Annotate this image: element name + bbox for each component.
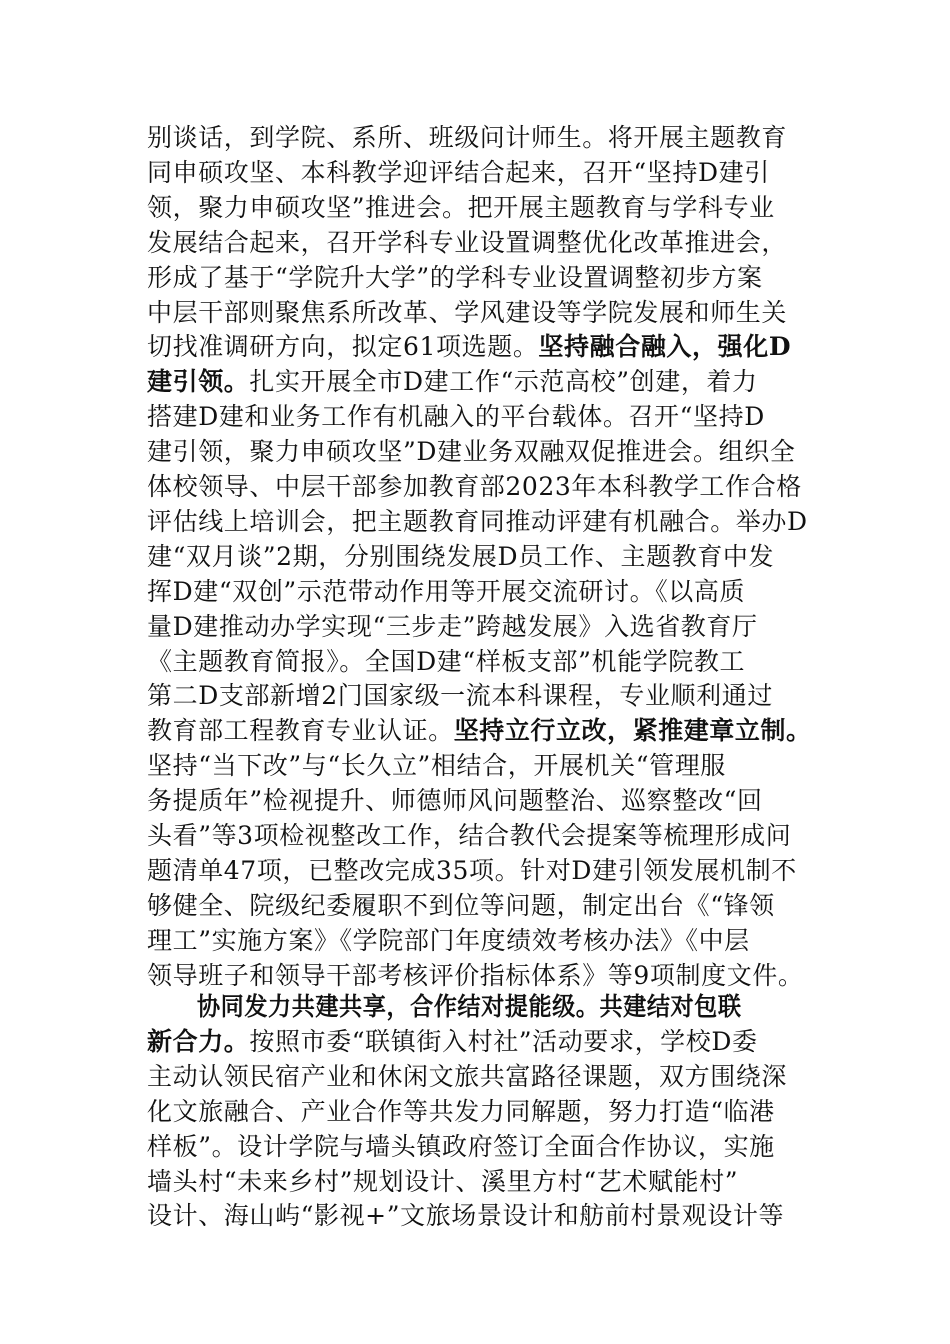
text-line: [147, 714, 811, 748]
text-run: 量D建推动办学实现“三步走”跨越发展》入选省教育厅: [147, 611, 758, 641]
text-run: 题清单47项，已整改完成35项。针对D建引领发展机制不: [147, 855, 797, 885]
text-line: [147, 1060, 812, 1094]
text-line: [147, 679, 812, 713]
text-line: [147, 1095, 812, 1129]
text-run: 教育部工程教育专业认证。: [147, 716, 454, 746]
text-run: 《主题教育简报》。全国D建“样板支部”机能学院教工: [147, 646, 746, 676]
text-line: [147, 610, 812, 644]
text-run: 务提质年”检视提升、师德师风问题整治、巡察整改“回: [147, 786, 763, 816]
bold-heading-run: 建引领。: [147, 367, 250, 397]
text-run: 按照市委“联镇街入村社”活动要求，学校D委: [249, 1026, 758, 1056]
text-line: [147, 889, 812, 923]
text-line: [147, 819, 812, 853]
text-line: [147, 435, 812, 469]
text-line: [147, 749, 812, 783]
text-run: 设计、海山屿“影视+”文旅场景设计和舫前村景观设计等: [147, 1201, 785, 1231]
bold-heading-run: 协同发力共建共享，合作结对提能级。共建结对包联: [197, 992, 742, 1021]
text-line: [147, 296, 812, 330]
text-line: [147, 470, 812, 504]
text-run: 形成了基于“学院升大学”的学科专业设置调整初步方案: [147, 262, 763, 292]
text-line: [147, 854, 812, 888]
text-run: 领导班子和领导干部考核评价指标体系》等9项制度文件。: [147, 960, 804, 990]
text-run: 扎实开展全市D建工作“示范高校”创建，着力: [249, 367, 758, 397]
text-run: 领，聚力申硕攻坚”推进会。把开展主题教育与学科专业: [147, 192, 775, 222]
text-line: [147, 330, 812, 364]
bold-heading-run: 坚持融合融入，强化D: [538, 332, 792, 362]
text-line: [147, 365, 812, 399]
text-run: 切找准调研方向，拟定61项选题。: [147, 332, 539, 362]
text-run: 同申硕攻坚、本科教学迎评结合起来，召开“坚持D建引: [147, 157, 770, 187]
bold-heading-run: 坚持立行立改，紧推建章立制。: [453, 716, 812, 746]
text-run: 评估线上培训会，把主题教育同推动评建有机融合。举办D: [147, 506, 808, 536]
text-run: 第二D支部新增2门国家级一流本科课程，专业顺利通过: [147, 681, 773, 711]
text-line: [147, 1025, 812, 1059]
text-run: 别谈话，到学院、系所、班级问计师生。将开展主题教育: [147, 123, 788, 152]
text-line: [147, 784, 812, 818]
text-run: 够健全、院级纪委履职不到位等问题，制定出台《“锋领: [147, 890, 775, 920]
text-line: [147, 959, 812, 993]
text-run: 头看”等3项检视整改工作，结合教代会提案等梳理形成问: [147, 821, 792, 850]
text-line: [147, 400, 812, 434]
text-run: 建“双月谈”2期，分别围绕发展D员工作、主题教育中发: [147, 541, 775, 571]
text-line: [147, 156, 812, 190]
text-run: 化文旅融合、产业合作等共发力同解题，努力打造“临港: [147, 1096, 775, 1126]
text-line: [147, 226, 812, 260]
text-line: [147, 575, 812, 609]
text-run: 搭建D建和业务工作有机融入的平台载体。召开“坚持D: [147, 402, 765, 432]
text-line: [197, 990, 812, 1024]
text-line: [147, 1165, 812, 1199]
text-run: 挥D建“双创”示范带动作用等开展交流研讨。《以高质: [147, 576, 746, 606]
text-line: [147, 121, 812, 155]
text-run: 样板”。设计学院与墙头镇政府签订全面合作协议，实施: [147, 1131, 775, 1161]
text-line: [147, 261, 812, 295]
text-run: 发展结合起来，召开学科专业设置调整优化改革推进会，: [147, 227, 788, 257]
text-run: 中层干部则聚焦系所改革、学风建设等学院发展和师生关: [147, 297, 788, 327]
text-line: [147, 505, 812, 539]
text-run: 坚持“当下改”与“长久立”相结合，开展机关“管理服: [147, 751, 726, 781]
text-run: 主动认领民宿产业和休闲文旅共富路径课题，双方围绕深: [147, 1061, 788, 1091]
text-line: [147, 540, 812, 574]
text-run: 理工”实施方案》《学院部门年度绩效考核办法》《中层: [147, 925, 750, 955]
bold-heading-run: 新合力。: [147, 1026, 250, 1056]
text-line: [147, 1130, 812, 1164]
text-run: 体校领导、中层干部参加教育部2023年本科教学工作合格: [147, 472, 802, 501]
text-run: 墙头村“未来乡村”规划设计、溪里方村“艺术赋能村”: [147, 1166, 739, 1196]
text-line: [147, 1199, 812, 1233]
text-line: [147, 924, 812, 958]
text-line: [147, 645, 812, 679]
text-run: 建引领，聚力申硕攻坚”D建业务双融双促推进会。组织全: [147, 437, 796, 467]
text-line: [147, 191, 812, 225]
